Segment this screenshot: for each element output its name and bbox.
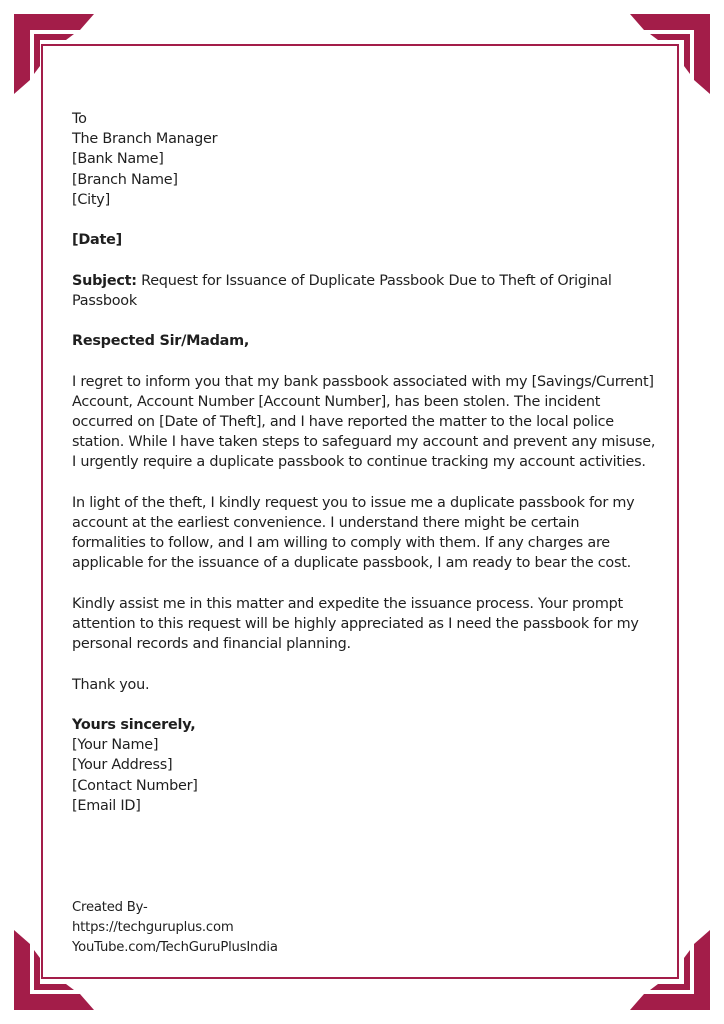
recipient-designation: The Branch Manager <box>72 131 218 148</box>
letter-date: [Date] <box>72 232 122 249</box>
recipient-block <box>72 109 657 210</box>
recipient-to: To <box>72 111 87 127</box>
recipient-bank: [Bank Name] <box>72 151 164 168</box>
footer-website: https://techguruplus.com <box>72 920 234 935</box>
recipient-city: [City] <box>72 191 110 208</box>
credits-footer <box>72 898 278 958</box>
closing-block <box>72 715 657 816</box>
recipient-branch: [Branch Name] <box>72 171 178 188</box>
footer-created-by: Created By- <box>72 900 148 915</box>
footer-youtube: YouTube.com/TechGuruPlusIndia <box>72 940 278 955</box>
salutation: Respected Sir/Madam, <box>72 333 250 350</box>
body-paragraph-1: I regret to inform you that my bank passbook associated with my [Savings/Current] Account, Account Number [Account Number], has been stolen. The incident occurred on [Date of Theft], and I have reported the matter to the local police station. While I have taken steps to safeguard my account and prevent any misuse, I urgently require a duplicate passbook to continue tracking my account activities. <box>72 373 656 471</box>
body-paragraph-2: In light of the theft, I kindly request you to issue me a duplicate passbook for my account at the earliest convenience. I understand there might be certain formalities to follow, and I am willing to comply with them. If any charges are applicable for the issuance of a duplicate passbook, I am ready to bear the cost. <box>72 494 635 572</box>
subject-label: Subject: <box>72 272 137 289</box>
sender-address: [Your Address] <box>72 757 173 774</box>
sign-off: Yours sincerely, <box>72 716 196 733</box>
subject-text: Request for Issuance of Duplicate Passbook Due to Theft of Original Passbook <box>72 272 612 309</box>
thanks-line: Thank you. <box>72 676 150 693</box>
subject-line <box>72 271 657 311</box>
sender-name: [Your Name] <box>72 737 159 754</box>
sender-contact: [Contact Number] <box>72 777 198 794</box>
letter-body <box>72 109 657 816</box>
body-paragraph-3: Kindly assist me in this matter and expedite the issuance process. Your prompt attention to this request will be highly appreciated as I need the passbook for my personal records and financial planning. <box>72 595 639 653</box>
sender-email: [Email ID] <box>72 797 141 814</box>
